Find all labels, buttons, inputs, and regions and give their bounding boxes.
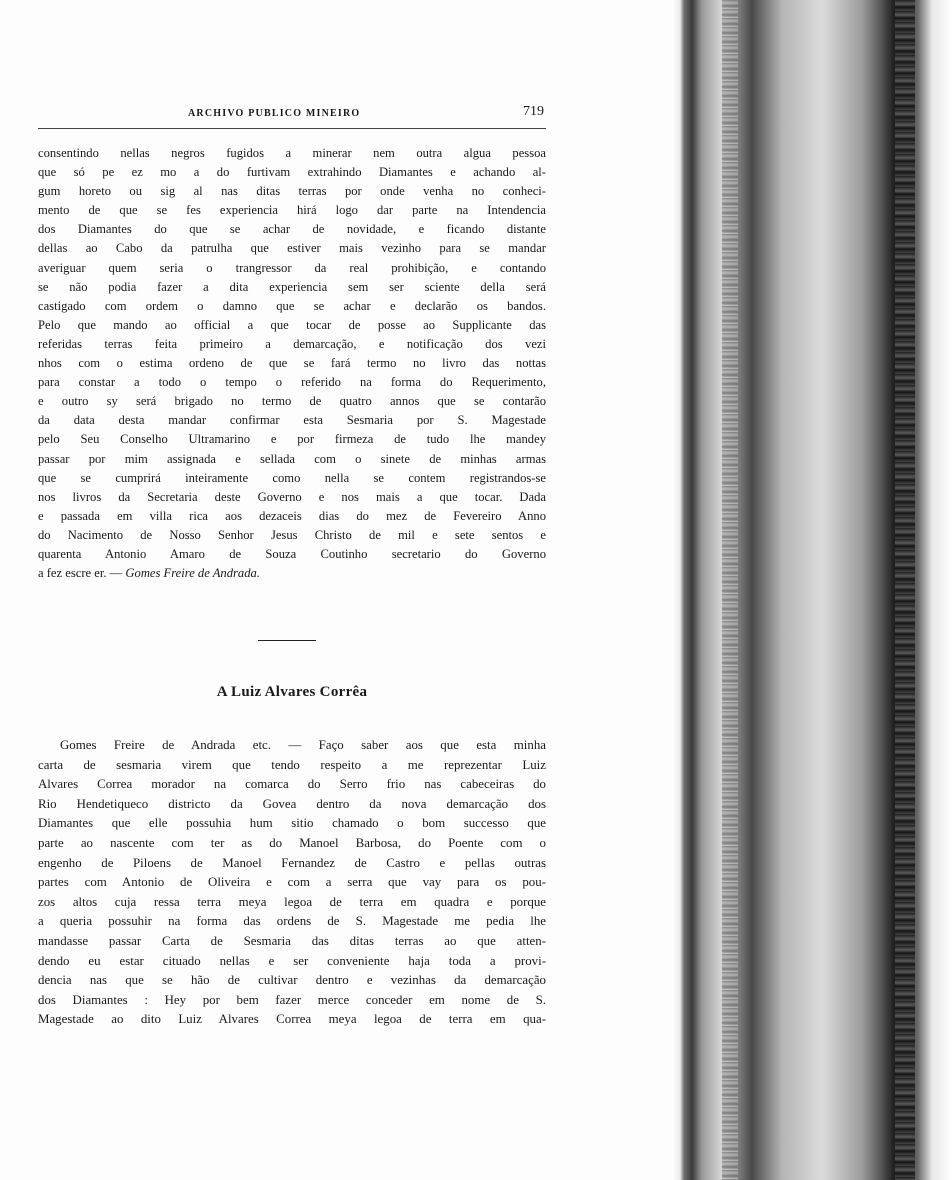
text-line: nos livros da Secretaria deste Governo e nos mais a que tocar. Dada — [38, 489, 546, 504]
binding-edge-strip — [895, 0, 915, 1180]
text-line: do Nacimento de Nosso Senhor Jesus Christo de mil e sete sentos e — [38, 527, 546, 542]
text-line: para constar a todo o tempo o referido na forma do Requerimento, — [38, 375, 546, 390]
header-rule — [38, 128, 546, 129]
text-line: passar por mim assignada e sellada com o sinete de minhas armas — [38, 451, 546, 466]
text-line: Diamantes que elle possuhia hum sitio chamado o bom successo que — [38, 816, 546, 831]
running-title: ARCHIVO PUBLICO MINEIRO — [188, 108, 361, 119]
text-line: dellas ao Cabo da patrulha que estiver mais vezinho para se mandar — [38, 241, 546, 256]
text-line: se não podia fazer a dita experiencia sem ser sciente della será — [38, 279, 546, 294]
text-line: parte ao nascente com ter as do Manoel Barbosa, do Poente com o — [38, 835, 546, 850]
text-line: referidas terras feita primeiro a demarcação, e notificação dos vezi — [38, 336, 546, 351]
text-line: Magestade ao dito Luiz Alvares Correa meya legoa de terra em qua- — [38, 1012, 546, 1027]
text-line: e passada em villa rica aos dezaceis dias do mez de Fevereiro Anno — [38, 508, 546, 523]
text-line: Gomes Freire de Andrada etc. — Faço saber aos que esta minha — [60, 738, 546, 752]
text-line: partes com Antonio de Oliveira e com a serra que vay para os pou- — [38, 875, 546, 890]
text-line: castigado com ordem o damno que se achar e declarão os bandos. — [38, 298, 546, 313]
running-head — [38, 104, 546, 126]
page-number: 719 — [523, 104, 544, 119]
text-line: dencia nas que se hão de cultivar dentro e vezinhas da demarcação — [38, 973, 546, 988]
text-line: que só pe ez mo a do furtivam extrahindo Diamantes e achando al- — [38, 165, 546, 180]
closing-line — [38, 564, 546, 583]
text-line: que se cumprirá inteiramente como nella se contem registrandos-se — [38, 470, 546, 485]
text-line: engenho de Piloens de Manoel Fernandez de Castro e pellas outras — [38, 855, 546, 870]
text-line: Pelo que mando ao official a que tocar de posse ao Supplicante das — [38, 317, 546, 332]
text-line: a queria possuhir na forma das ordens de S. Magestade me pedia lhe — [38, 914, 546, 929]
section-title: A Luiz Alvares Corrêa — [216, 684, 368, 700]
text-line: Rio Hendetiqueco districto da Govea dentro da nova demarcação dos — [38, 796, 546, 811]
text-line: Alvares Correa morador na comarca do Serro frio nas cabeceiras do — [38, 777, 546, 792]
text-line: dos Diamantes do que se achar de novidade, e ficando distante — [38, 222, 546, 237]
page-edge-strip — [722, 0, 738, 1180]
text-line: dendo eu estar cituado nellas e ser conveniente haja toda a provi- — [38, 953, 546, 968]
text-line: e outro sy será brigado no termo de quatro annos que se contarão — [38, 394, 546, 409]
closing-text: a fez escre er. — — [38, 566, 123, 581]
text-line: mento de que se fes experiencia hirá logo dar parte na Intendencia — [38, 203, 546, 218]
text-line: consentindo nellas negros fugidos a minerar nem outra algua pessoa — [38, 146, 546, 160]
section-separator — [258, 640, 316, 641]
text-line: nhos com o estima ordeno de que se fará termo no livro das nottas — [38, 356, 546, 371]
text-line: da data desta mandar confirmar esta Sesmaria por S. Magestade — [38, 413, 546, 428]
text-line: averiguar quem seria o trangressor da real prohibição, e contando — [38, 260, 546, 275]
text-line: pelo Seu Conselho Ultramarino e por firmeza de tudo lhe mandey — [38, 432, 546, 447]
section-paragraph — [38, 736, 546, 1030]
text-line: gum horeto ou sig al nas ditas terras por onde venha no conheci- — [38, 184, 546, 199]
text-line: dos Diamantes : Hey por bem fazer merce conceder em nome de S. — [38, 992, 546, 1007]
text-line: quarenta Antonio Amaro de Souza Coutinho secretario do Governo — [38, 546, 546, 561]
signature: Gomes Freire de Andrada. — [125, 566, 260, 581]
text-line: mandasse passar Carta de Sesmaria das ditas terras ao que atten- — [38, 933, 546, 948]
text-line: carta de sesmaria virem que tendo respeito a me reprezentar Luiz — [38, 757, 546, 772]
continued-paragraph — [38, 144, 546, 583]
text-line: zos altos cuja ressa terra meya legoa de terra em quadra e porque — [38, 894, 546, 909]
